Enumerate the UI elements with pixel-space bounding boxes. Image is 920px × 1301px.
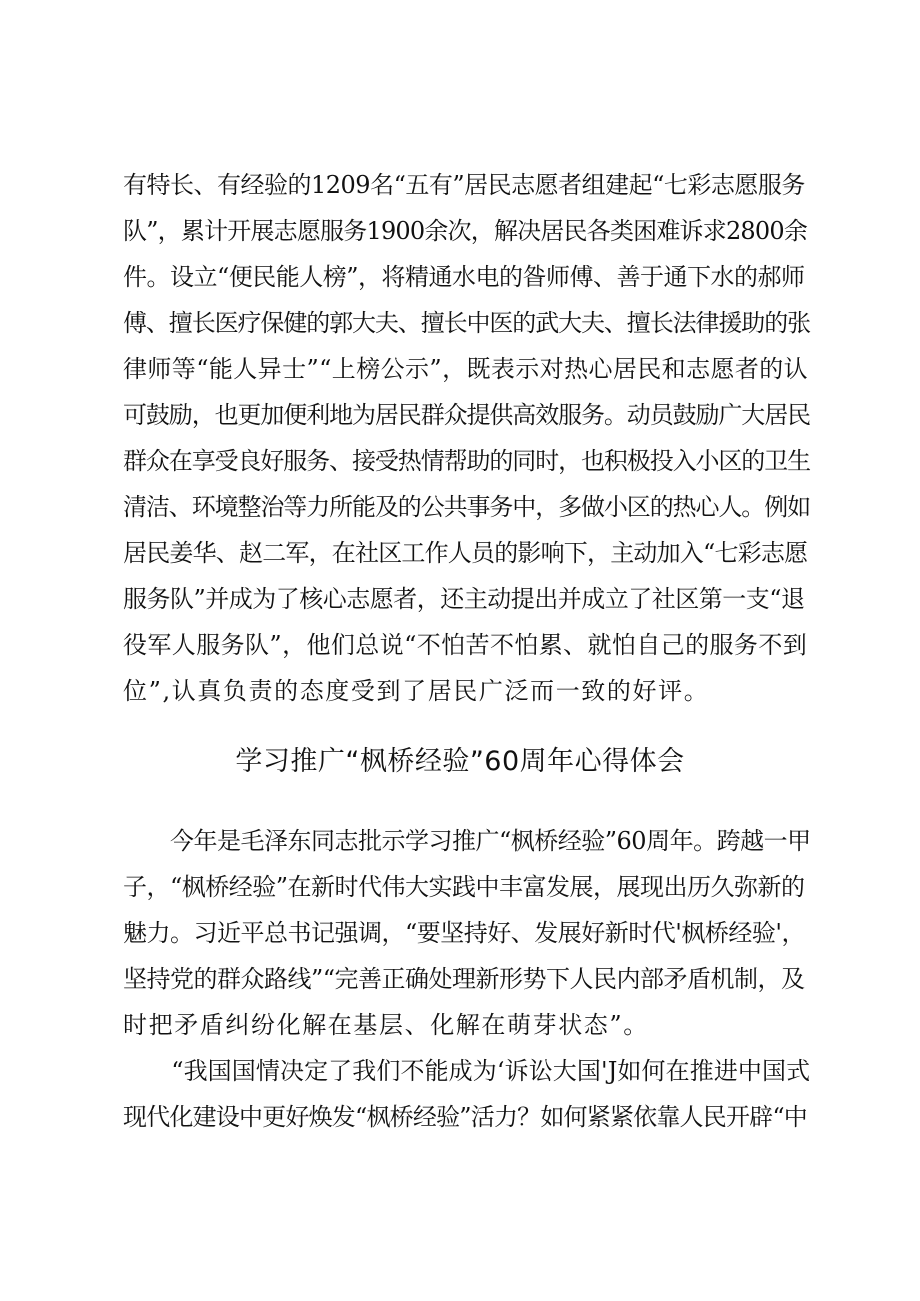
text-line: 现代化建设中更好焕发“枫桥经验”活力？如何紧紧依靠人民开辟“中 [123, 1103, 808, 1131]
text-line: 居民姜华、赵二军，在社区工作人员的影响下，主动加入“七彩志愿 [123, 539, 808, 567]
text-line: 律师等“能人异士”“上榜公示”，既表示对热心居民和志愿者的认 [123, 355, 809, 383]
text-line: 子，“枫桥经验”在新时代伟大实践中丰富发展，展现出历久弥新的 [123, 873, 805, 901]
text-line: 清洁、环境整治等力所能及的公共事务中，多做小区的热心人。例如 [123, 493, 810, 521]
text-line: 队”，累计开展志愿服务1900余次，解决居民各类困难诉求2800余 [123, 217, 808, 245]
text-line: 可鼓励，也更加便利地为居民群众提供高效服务。动员鼓励广大居民 [123, 401, 810, 429]
text-line: “我国国情决定了我们不能成为‘诉讼大国'J如何在推进中国式 [123, 1057, 811, 1085]
text-line: 魅力。习近平总书记强调，“要坚持好、发展好新时代'枫桥经验'， [123, 919, 805, 947]
text-line: 件。设立“便民能人榜”，将精通水电的昝师傅、善于通下水的郝师 [123, 263, 805, 291]
text-line: 时把矛盾纠纷化解在基层、化解在萌芽状态”。 [123, 1011, 649, 1039]
text-line: 服务队”并成为了核心志愿者，还主动提出并成立了社区第一支“退 [123, 585, 805, 613]
text-line: 役军人服务队”，他们总说“不怕苦不怕累、就怕自己的服务不到 [123, 631, 808, 659]
text-line: 傅、擅长医疗保健的郭大夫、擅长中医的武大夫、擅长法律援助的张 [123, 309, 810, 337]
text-line: 群众在享受良好服务、接受热情帮助的同时，也积极投入小区的卫生 [123, 447, 810, 475]
text-line: 坚持党的群众路线”“完善正确处理新形势下人民内部矛盾机制，及 [123, 965, 805, 993]
article-title: 学习推广“枫桥经验”60周年心得体会 [235, 746, 685, 777]
text-line: 位”,认真负责的态度受到了居民广泛而一致的好评。 [123, 677, 710, 705]
text-line: 今年是毛泽东同志批示学习推广“枫桥经验”60周年。跨越一甲 [123, 827, 811, 855]
text-line: 有特长、有经验的1209名“五有”居民志愿者组建起“七彩志愿服务 [123, 171, 805, 199]
